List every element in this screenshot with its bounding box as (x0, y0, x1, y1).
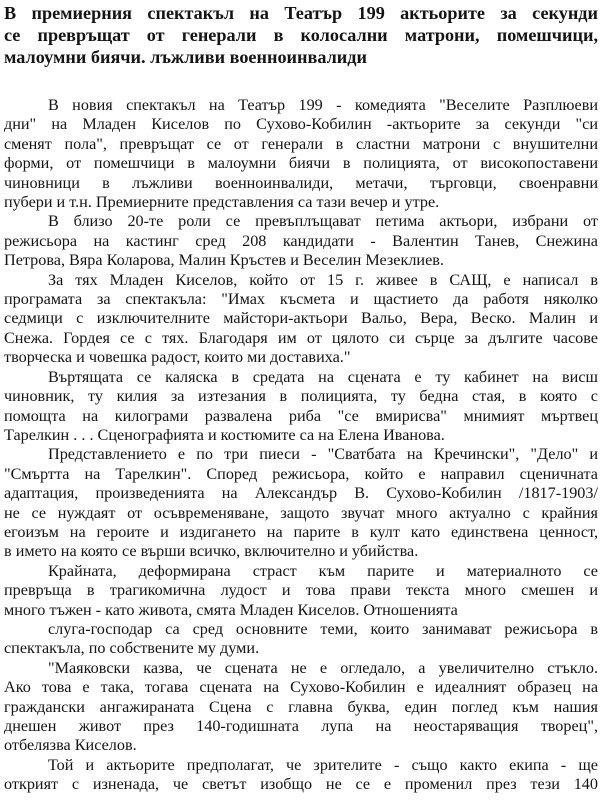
text-line: Въртящата се каляска в средата на сцената е ту кабинет на висш (48, 367, 598, 386)
text-line: Петрова, Вяра Коларова, Малин Кръстев и Веселин Мезеклиев. (4, 251, 444, 270)
text-line: днешен живот през 140-годишната лупа на неостаряващия творец", (4, 717, 598, 735)
paragraph (4, 659, 598, 756)
title-line: малоумни биячи. лъжливи военноинвалиди (4, 47, 367, 67)
text-line: творческа и човешка радост, които ми доставиха." (4, 348, 351, 367)
text-line: слуга-господар са сред основните теми, които занимават режисьора в (48, 619, 598, 638)
text-line: форми, от помешчици в малоумни биячи в полицията, от високопоставени (4, 154, 598, 173)
text-line: в името на която се върши всичко, включително и убийства. (4, 542, 419, 561)
text-line: "Смъртта на Тарелкин". Според режисьора, който е направил сценичната (4, 464, 598, 483)
text-line: За тях Младен Киселов, който от 15 г. живее в САЩ, е написал в (48, 270, 598, 289)
paragraph (4, 368, 598, 446)
text-line: егоизъм на героите и издигането на парите в култ като единствена ценност, (4, 522, 598, 541)
paragraph (4, 756, 598, 795)
paragraph (4, 96, 598, 212)
text-line: сменят пола", превръщат се от генерали в сластни матрони с внушителни (4, 134, 598, 153)
text-line: пубери и т.н. Премиерните представления са тази вечер и утре. (4, 193, 440, 212)
text-line: В новия спектакъл на Театър 199 - комедията "Веселите Разплюеви (48, 96, 598, 114)
text-line: много тъжен - като живота, смята Младен Киселов. Отношенията (4, 600, 458, 619)
paragraph (4, 445, 598, 561)
text-line: чиновници в лъжливи военноинвалиди, метачи, търговци, своенравни (4, 173, 598, 192)
text-line: Снежа. Гордея се с тях. Благодаря им от цялото си сърце за дългите часове (4, 328, 598, 347)
text-line: Той и актьорите предполагат, че зрителите - също както екипа - ще (48, 755, 598, 774)
paragraph (4, 271, 598, 368)
text-line: отбелязва Киселов. (4, 736, 137, 755)
paragraph (4, 212, 598, 270)
text-line: граждански ангажираната Сцена с главна буква, един поглед към нашия (4, 697, 598, 716)
article-body (4, 96, 598, 795)
text-line: Тарелкин . . . Сценографията и костюмите са на Елена Иванова. (4, 425, 445, 444)
text-line: не се нуждаят от осъвременяване, защото звучат много актуално с крайния (4, 503, 598, 522)
article-title (4, 2, 598, 68)
title-line: В премиерния спектакъл на Театър 199 актьорите за секунди (4, 3, 598, 23)
text-line: адаптация, произведенията на Александър В. Сухово-Кобилин /1817-1903/ (4, 484, 598, 503)
paragraph (4, 562, 598, 620)
text-line: програмата за спектакъла: "Имах късмета и щастието да работя няколко (4, 290, 598, 309)
text-line: открият с изненада, че светът изобщо не се е променил през тези 140 (4, 775, 598, 794)
text-line: В близо 20-те роли се превъплъщават петима актьори, избрани от (48, 212, 598, 231)
text-line: Представлението е по три пиеси - "Сватбата на Кречински", "Дело" и (48, 445, 598, 464)
text-line: Крайната, деформирана страст към парите и материалното се (48, 561, 598, 580)
text-line: режисьора на кастинг сред 208 кандидати - Валентин Танев, Снежина (4, 231, 598, 250)
text-line: "Маяковски казва, че сцената не е огледало, а увеличително стъкло. (48, 658, 598, 677)
text-line: Ако това е така, тогава сцената на Сухово-Кобилин е идеалният образец на (4, 678, 598, 697)
text-line: чиновник, ту килия за изтезания в полицията, ту бедна стая, в която с (4, 387, 598, 406)
paragraph (4, 620, 598, 659)
title-line: се превръщат от генерали в колосални матрони, помешчици, (4, 25, 598, 45)
text-line: помощта на килограми развалена риба "се вмирисва" мнимият мъртвец (4, 406, 598, 425)
text-line: спектакъла, по собствените му думи. (4, 639, 260, 658)
text-line: дни" на Младен Киселов по Сухово-Кобилин -актьорите за секунди "си (4, 115, 598, 134)
text-line: седмици с изключителните майстори-актьори Вальо, Вера, Веско. Малин и (4, 309, 598, 328)
text-line: превръща в трагикомична лудост и това прави текста много смешен и (4, 581, 598, 600)
